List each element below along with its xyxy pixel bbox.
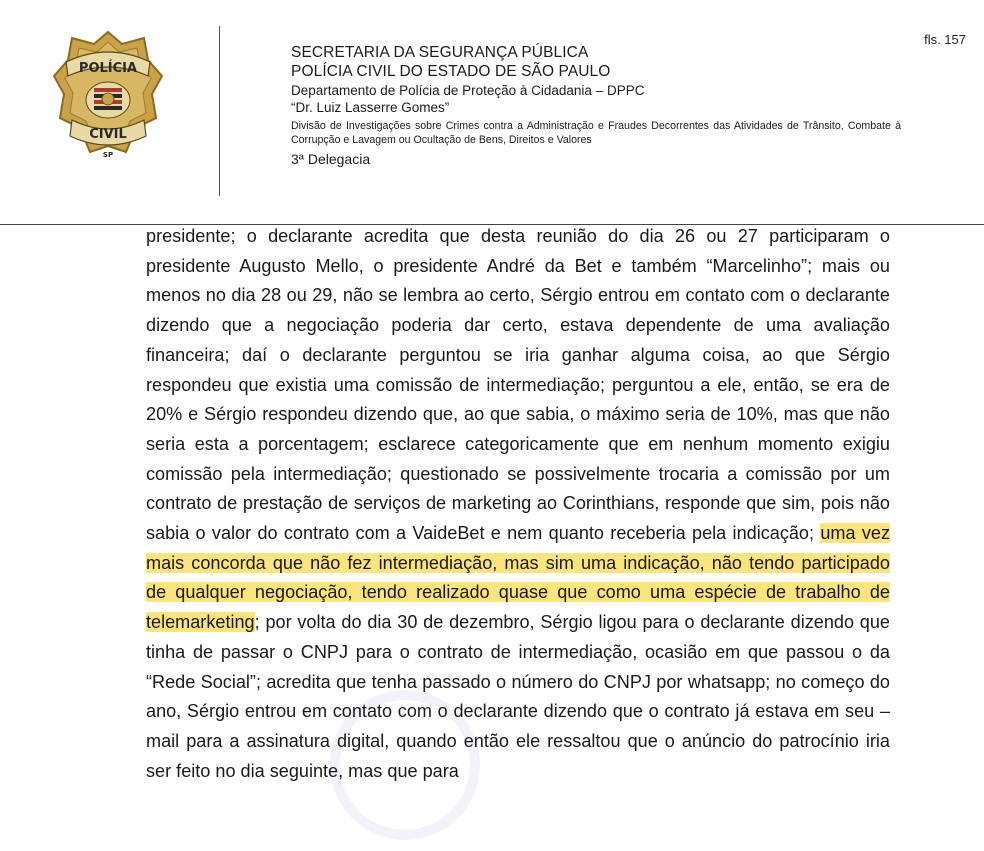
highlighted-passage: uma vez mais concorda que não fez intermediação, mas sim uma indicação, não tendo participado de qualquer negociação, tendo realizado quase que como uma espécie de trabalho de telemarketing xyxy=(146,523,890,633)
police-badge-icon xyxy=(52,28,164,168)
header-divider xyxy=(219,26,220,196)
page-number: fls. 157 xyxy=(924,32,966,47)
testimony-text xyxy=(146,222,890,786)
testimony-paragraph xyxy=(146,222,890,786)
badge-state-text: SP xyxy=(102,151,114,159)
header-divisao: Divisão de Investigações sobre Crimes contra a Administração e Fraudes Decorrentes das Atividades de Trânsito, Combate à Corrupção e Lavagem ou Ocultação de Bens, Direitos e Valores xyxy=(291,119,901,147)
policia-civil-badge xyxy=(52,28,164,168)
header-secretaria: SECRETARIA DA SEGURANÇA PÚBLICA xyxy=(291,44,589,61)
testimony-segment-1: presidente; o declarante acredita que desta reunião do dia 26 ou 27 participaram o presidente Augusto Mello, o presidente André da Bet e também “Marcelinho”; mais ou menos no dia 28 ou 29, não se lembra ao certo, Sérgio entrou em contato com o declarante dizendo que a negociação poderia dar certo, estava dependente de uma avaliação financeira; daí o declarante perguntou se iria ganhar alguma coisa, ao que Sérgio respondeu que existia uma comissão de intermediação; perguntou a ele, então, se era de 20% e Sérgio respondeu dizendo que, ao que sabia, o máximo seria de 10%, mas que não seria esta a porcentagem; esclarece categoricamente que em nenhum momento exigiu comissão pela intermediação; questionado se possivelmente trocaria a comissão por um contrato de prestação de serviços de marketing ao Corinthians, responde que sim, pois não sabia o valor do contrato com a VaideBet e nem quanto receberia pela indicação; xyxy=(146,226,890,544)
badge-top-text: POLÍCIA xyxy=(78,61,138,76)
badge-bottom-text: CIVIL xyxy=(89,127,127,142)
header-departamento: Departamento de Polícia de Proteção à Cidadania – DPPC xyxy=(291,82,645,98)
header-nome-departamento: “Dr. Luiz Lasserre Gomes” xyxy=(291,100,450,116)
header-policia-civil: POLÍCIA CIVIL DO ESTADO DE SÃO PAULO xyxy=(291,62,611,80)
header-delegacia: 3ª Delegacia xyxy=(291,150,371,167)
letterhead xyxy=(291,44,901,168)
testimony-segment-2: ; por volta do dia 30 de dezembro, Sérgio ligou para o declarante dizendo que tinha de passar o CNPJ para o contrato de intermediação, ocasião em que passou o da “Rede Social”; acredita que tenha passado o número do CNPJ por whatsapp; no começo do ano, Sérgio entrou em contato com o declarante dizendo que o contrato já estava em seu –mail para a assinatura digital, quando então ele ressaltou que o anúncio do patrocínio iria ser feito no dia seguinte, mas que para xyxy=(146,612,890,781)
